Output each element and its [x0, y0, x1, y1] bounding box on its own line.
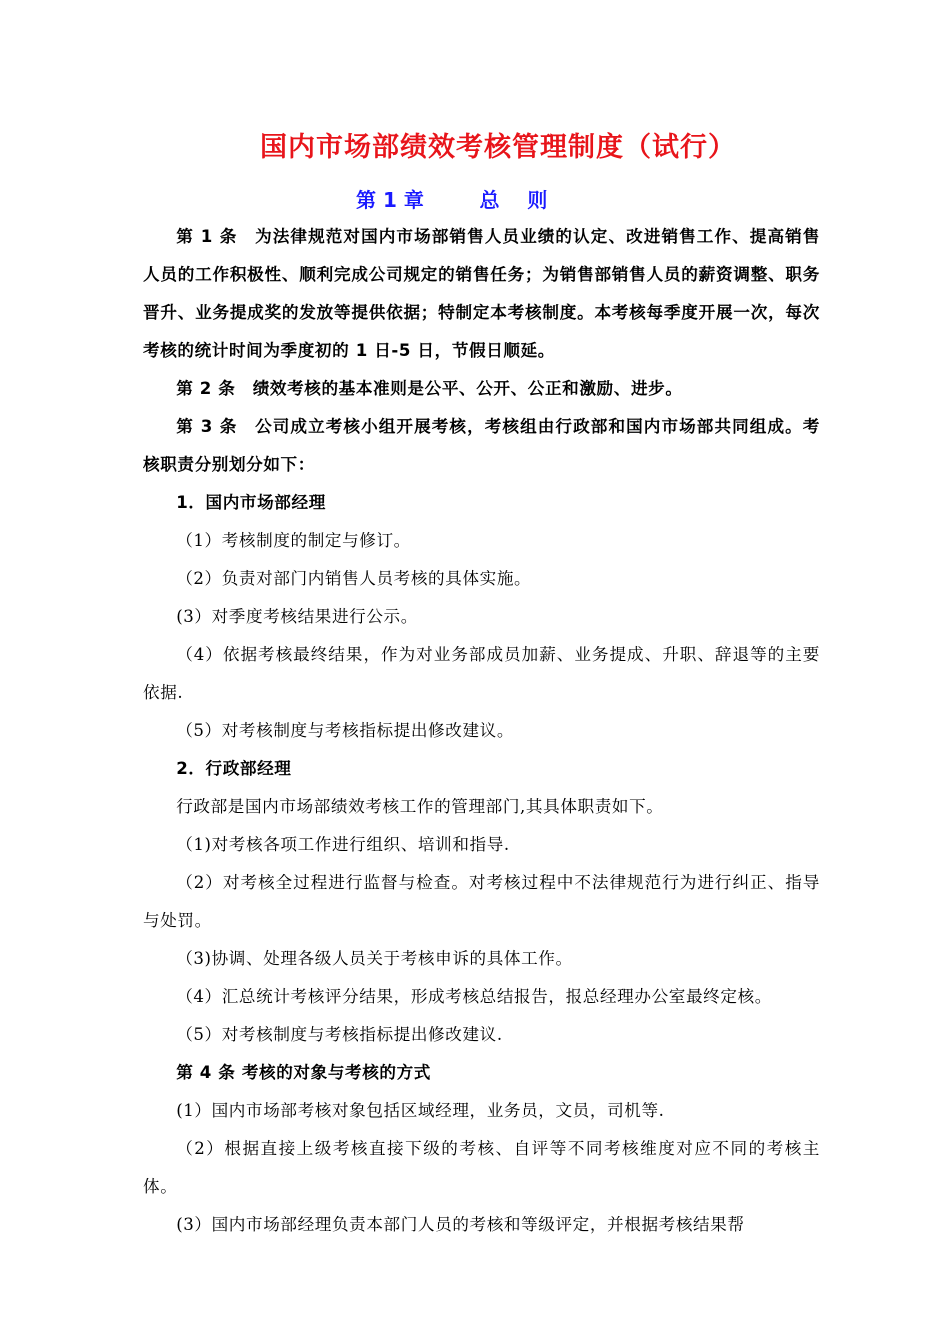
- paragraph: [143, 750, 820, 788]
- paragraph: [143, 1130, 820, 1206]
- document-title: 国内市场部绩效考核管理制度（试行）: [260, 132, 736, 163]
- paragraph-text: (3）对季度考核结果进行公示。: [176, 607, 418, 626]
- paragraph: [143, 712, 820, 750]
- paragraph: [143, 636, 820, 712]
- paragraph: [143, 978, 820, 1016]
- paragraph: [143, 408, 820, 484]
- paragraph: [143, 1206, 820, 1244]
- paragraph: [143, 370, 820, 408]
- paragraph: [143, 484, 820, 522]
- paragraph: [143, 864, 820, 940]
- paragraph-text: 2．行政部经理: [176, 759, 292, 778]
- paragraph: [143, 218, 820, 370]
- paragraph-text: (3）国内市场部经理负责本部门人员的考核和等级评定，并根据考核结果帮: [176, 1215, 745, 1234]
- paragraph-text: （2）负责对部门内销售人员考核的具体实施。: [176, 569, 532, 588]
- paragraph-text: （4）依据考核最终结果，作为对业务部成员加薪、业务提成、升职、辞退等的主要依据.: [143, 645, 820, 702]
- paragraph-text: 绩效考核的基本准则是公平、公开、公正和激励、进步。: [252, 379, 683, 398]
- paragraph-text: （5）对考核制度与考核指标提出修改建议.: [176, 1025, 503, 1044]
- paragraph: [143, 826, 820, 864]
- paragraph-text: （1)对考核各项工作进行组织、培训和指导.: [176, 835, 510, 854]
- paragraph-text: （5）对考核制度与考核指标提出修改建议。: [176, 721, 515, 740]
- article-label: 第 2 条: [176, 379, 236, 398]
- article-label: 第 1 条: [176, 227, 238, 246]
- paragraph-text: (1）国内市场部考核对象包括区域经理，业务员，文员，司机等.: [176, 1101, 665, 1120]
- paragraph-text: （3)协调、处理各级人员关于考核申诉的具体工作。: [176, 949, 573, 968]
- chapter-heading: 第 1 章 总 则: [356, 188, 548, 212]
- document-body: [143, 218, 820, 1244]
- article-label: 第 3 条: [176, 417, 238, 436]
- paragraph: [143, 560, 820, 598]
- paragraph: [143, 522, 820, 560]
- paragraph-text: （2）对考核全过程进行监督与检查。对考核过程中不法律规范行为进行纠正、指导与处罚。: [143, 873, 820, 930]
- paragraph-text: 公司成立考核小组开展考核，考核组由行政部和国内市场部共同组成。考核职责分别划分如下：: [143, 417, 820, 474]
- paragraph: [143, 1016, 820, 1054]
- paragraph-text: 第 4 条 考核的对象与考核的方式: [176, 1063, 431, 1082]
- paragraph-text: 1．国内市场部经理: [176, 493, 326, 512]
- paragraph-text: （1）考核制度的制定与修订。: [176, 531, 411, 550]
- paragraph: [143, 940, 820, 978]
- paragraph-text: （4）汇总统计考核评分结果，形成考核总结报告，报总经理办公室最终定核。: [176, 987, 772, 1006]
- paragraph-text: 行政部是国内市场部绩效考核工作的管理部门,其具体职责如下。: [176, 797, 664, 816]
- paragraph: [143, 1092, 820, 1130]
- paragraph: [143, 788, 820, 826]
- paragraph: [143, 598, 820, 636]
- paragraph: [143, 1054, 820, 1092]
- paragraph-text: 为法律规范对国内市场部销售人员业绩的认定、改进销售工作、提高销售人员的工作积极性、顺利完成公司规定的销售任务；为销售部销售人员的薪资调整、职务晋升、业务提成奖的发放等提供依据；特制定本考核制度。本考核每季度开展一次，每次考核的统计时间为季度初的 1 日-5 日，节假日顺延。: [143, 227, 820, 360]
- paragraph-text: （2）根据直接上级考核直接下级的考核、自评等不同考核维度对应不同的考核主体。: [143, 1139, 820, 1196]
